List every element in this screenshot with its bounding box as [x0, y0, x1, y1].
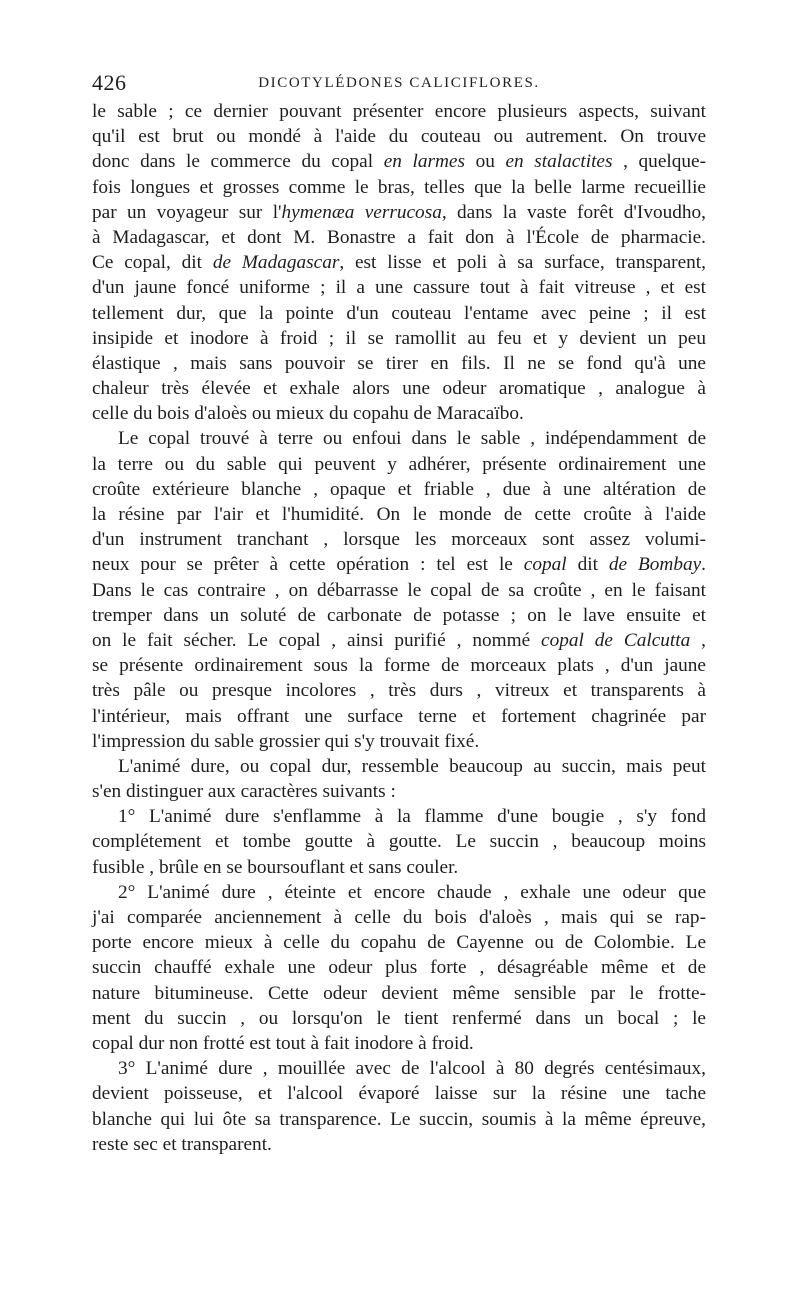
- text-segment: L'animé dure, ou copal dur, ressemble beaucoup au succin, mais peut: [118, 755, 706, 777]
- text-line: [92, 804, 706, 829]
- text-segment: à Madagascar, et dont M. Bonastre a fait don à l'École de pharmacie.: [92, 226, 706, 248]
- text-segment: ment du succin , ou lorsqu'on le tient renfermé dans un bocal ; le: [92, 1007, 706, 1029]
- text-segment: d'un jaune foncé uniforme ; il a une cassure tout à fait vitreuse , et est: [92, 277, 706, 299]
- text-line: [92, 275, 706, 300]
- text-segment: se présente ordinairement sous la forme de morceaux plats , d'un jaune: [92, 655, 706, 677]
- text-line: [92, 376, 706, 401]
- text-segment: blanche qui lui ôte sa transparence. Le succin, soumis à la même épreuve,: [92, 1108, 706, 1130]
- text-line: [92, 981, 706, 1006]
- text-segment: 3° L'animé dure , mouillée avec de l'alcool à 80 degrés centésimaux,: [118, 1058, 706, 1080]
- italic-text: copal de Calcutta: [541, 629, 691, 651]
- text-segment: nature bitumineuse. Cette odeur devient même sensible par le frotte-: [92, 982, 706, 1004]
- text-segment: Dans le cas contraire , on débarrasse le copal de sa croûte , en le faisant: [92, 579, 706, 601]
- text-segment: copal dur non frotté est tout à fait inodore à froid.: [92, 1032, 474, 1054]
- text-line: [92, 729, 706, 754]
- text-line: [92, 880, 706, 905]
- text-line: [92, 829, 706, 854]
- text-line: [92, 301, 706, 326]
- text-line: [92, 124, 706, 149]
- italic-text: hymenæa verrucosa: [281, 201, 442, 223]
- text-line: [92, 1107, 706, 1132]
- text-segment: fois longues et grosses comme le bras, telles que la belle larme recueillie: [92, 176, 706, 198]
- text-segment: la résine par l'air et l'humidité. On le monde de cette croûte à l'aide: [92, 504, 706, 525]
- text-segment: ,: [690, 629, 706, 651]
- text-line: [92, 200, 706, 225]
- text-segment: tremper dans un soluté de carbonate de potasse ; on le lave ensuite et: [92, 604, 706, 626]
- text-segment: reste sec et transparent.: [92, 1133, 272, 1155]
- text-line: [92, 678, 706, 703]
- text-segment: par un voyageur sur l': [92, 201, 282, 223]
- text-segment: Le copal trouvé à terre ou enfoui dans le sable , indépendamment de: [118, 428, 706, 450]
- text-segment: dit: [566, 554, 609, 576]
- text-segment: le sable ; ce dernier pouvant présenter encore plusieurs aspects, suivant: [92, 101, 706, 122]
- text-segment: celle du bois d'aloès ou mieux du copahu de Maracaïbo.: [92, 403, 524, 425]
- page-number: 426: [92, 70, 127, 95]
- text-segment: , quelque-: [612, 151, 706, 173]
- text-segment: porte encore mieux à celle du copahu de Cayenne ou de Colombie. Le: [92, 932, 706, 954]
- text-segment: j'ai comparée anciennement à celle du bois d'aloès , mais qui se rap-: [92, 907, 706, 928]
- text-segment: neux pour se prêter à cette opération : tel est le: [92, 554, 524, 576]
- text-segment: d'un instrument tranchant , lorsque les morceaux sont assez volumi-: [92, 529, 706, 551]
- text-segment: insipide et inodore à froid ; il se ramollit au feu et y devient un peu: [92, 327, 706, 349]
- text-segment: 1° L'animé dure s'enflamme à la flamme d'une bougie , s'y fond: [118, 806, 706, 828]
- text-segment: succin chauffé exhale une odeur plus forte , désagréable même et de: [92, 957, 706, 979]
- text-line: [92, 653, 706, 678]
- text-segment: .: [701, 554, 706, 576]
- text-segment: donc dans le commerce du copal: [92, 151, 384, 173]
- text-line: [92, 578, 706, 603]
- text-line: [92, 401, 706, 426]
- text-segment: fusible , brûle en se boursouflant et sans couler.: [92, 856, 459, 878]
- text-segment: élastique , mais sans pouvoir se tirer en fils. Il ne se fond qu'à une: [92, 352, 706, 374]
- running-title: DICOTYLÉDONES CALICIFLORES.: [258, 75, 540, 91]
- text-line: [92, 426, 706, 451]
- text-segment: , dans la vaste forêt d'Ivoudho,: [441, 201, 706, 223]
- text-line: [92, 1056, 706, 1081]
- text-line: [92, 930, 706, 955]
- running-head: [92, 70, 706, 100]
- text-line: [92, 1081, 706, 1106]
- body-text: [92, 99, 706, 1157]
- text-segment: croûte extérieure blanche , opaque et friable , due à une altération de: [92, 478, 706, 500]
- italic-text: de Madagascar: [212, 252, 340, 274]
- text-line: [92, 502, 706, 527]
- text-segment: très pâle ou presque incolores , très durs , vitreux et transparents à: [92, 680, 706, 702]
- text-segment: l'intérieur, mais offrant une surface terne et fortement chagrinée par: [92, 705, 706, 727]
- text-line: [92, 955, 706, 980]
- text-segment: chaleur très élevée et exhale alors une odeur aromatique , analogue à: [92, 378, 706, 400]
- text-line: [92, 149, 706, 174]
- italic-text: en larmes: [383, 151, 465, 173]
- text-line: [92, 855, 706, 880]
- italic-text: de Bombay: [608, 554, 702, 576]
- text-segment: ou: [465, 151, 506, 173]
- text-segment: la terre ou du sable qui peuvent y adhérer, présente ordinairement une: [92, 453, 706, 475]
- text-line: [92, 1006, 706, 1031]
- text-segment: devient poisseuse, et l'alcool évaporé laisse sur la résine une tache: [92, 1083, 706, 1105]
- text-line: [92, 225, 706, 250]
- text-segment: 2° L'animé dure , éteinte et encore chaude , exhale une odeur que: [118, 881, 706, 903]
- text-segment: Ce copal, dit: [92, 252, 213, 274]
- text-line: [92, 603, 706, 628]
- text-line: [92, 99, 706, 124]
- text-segment: on le fait sécher. Le copal , ainsi purifié , nommé: [92, 629, 542, 651]
- text-line: [92, 779, 706, 804]
- italic-text: copal: [523, 554, 567, 576]
- text-segment: l'impression du sable grossier qui s'y trouvait fixé.: [92, 730, 480, 752]
- text-line: [92, 351, 706, 376]
- text-segment: qu'il est brut ou mondé à l'aide du couteau ou autrement. On trouve: [92, 126, 706, 148]
- text-line: [92, 754, 706, 779]
- text-segment: s'en distinguer aux caractères suivants :: [92, 781, 396, 803]
- text-line: [92, 1132, 706, 1157]
- text-segment: complétement et tombe goutte à goutte. Le succin , beaucoup moins: [92, 831, 706, 853]
- text-line: [92, 477, 706, 502]
- text-line: [92, 175, 706, 200]
- text-segment: , est lisse et poli à sa surface, transparent,: [339, 252, 706, 274]
- text-segment: tellement dur, que la pointe d'un couteau l'entame avec peine ; il est: [92, 302, 706, 324]
- text-line: [92, 326, 706, 351]
- text-line: [92, 552, 706, 577]
- text-line: [92, 527, 706, 552]
- text-line: [92, 905, 706, 930]
- text-line: [92, 250, 706, 275]
- text-line: [92, 628, 706, 653]
- text-line: [92, 1031, 706, 1056]
- text-line: [92, 452, 706, 477]
- italic-text: en stalactites: [505, 151, 613, 173]
- text-line: [92, 704, 706, 729]
